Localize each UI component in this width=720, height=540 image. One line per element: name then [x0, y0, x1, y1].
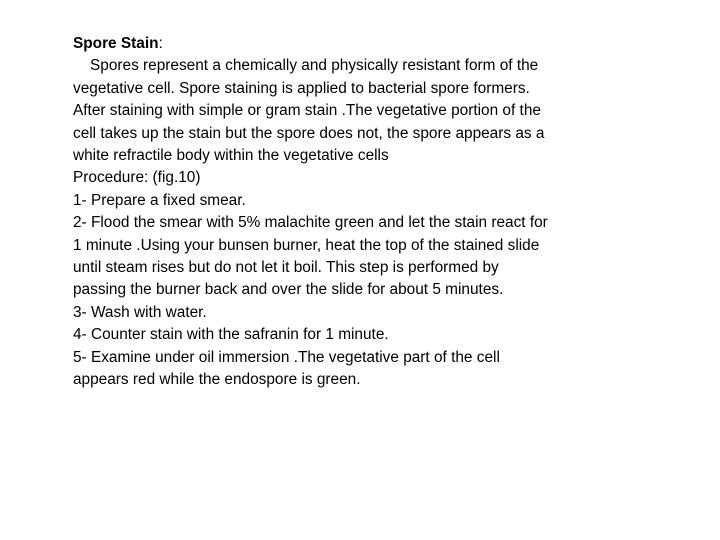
step-line-7: 4- Counter stain with the safranin for 1 minute. — [73, 326, 389, 344]
step-line-4: until steam rises but do not let it boil. This step is performed by — [73, 259, 499, 277]
intro-line-3: After staining with simple or gram stain .The vegetative portion of the — [73, 102, 541, 120]
heading-title: Spore Stain — [73, 35, 159, 52]
heading-colon: : — [158, 35, 163, 52]
intro-line-4: cell takes up the stain but the spore does not, the spore appears as a — [73, 124, 545, 142]
step-line-3: 1 minute .Using your bunsen burner, heat the top of the stained slide — [73, 236, 540, 254]
procedure-label: Procedure: (fig.10) — [73, 169, 201, 187]
intro-line-text: Spores represent a chemically and physically resistant form of the — [90, 57, 539, 75]
intro-line-2: vegetative cell. Spore staining is applied to bacterial spore formers. — [73, 79, 530, 97]
intro-line-5: white refractile body within the vegetative cells — [73, 147, 389, 165]
step-line-6: 3- Wash with water. — [73, 303, 207, 321]
intro-line-1 — [73, 55, 613, 77]
step-line-8: 5- Examine under oil immersion .The vegetative part of the cell — [73, 348, 500, 366]
step-line-9: appears red while the endospore is green. — [73, 371, 361, 389]
document-text — [73, 33, 613, 392]
step-line-2: 2- Flood the smear with 5% malachite green and let the stain react for — [73, 214, 548, 232]
step-line-1: 1- Prepare a fixed smear. — [73, 191, 246, 209]
heading-line — [73, 33, 613, 55]
step-line-5: passing the burner back and over the slide for about 5 minutes. — [73, 281, 504, 299]
